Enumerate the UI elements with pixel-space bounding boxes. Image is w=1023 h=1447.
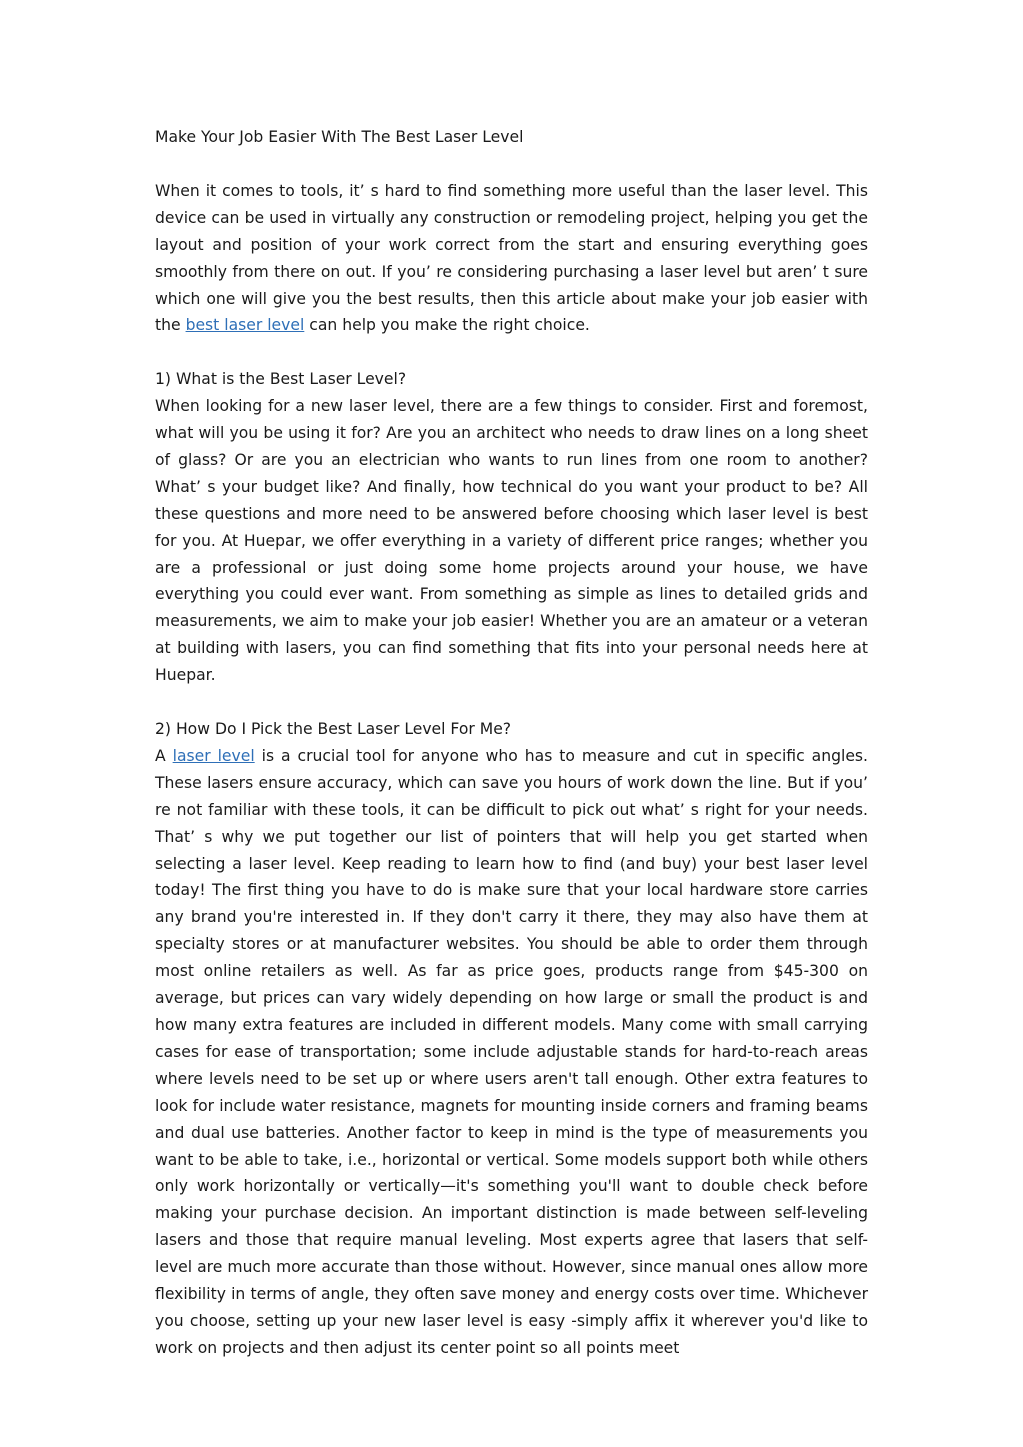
section-1-heading: 1) What is the Best Laser Level?	[155, 370, 407, 389]
intro-text-after-link: can help you make the right choice.	[304, 316, 590, 335]
paragraph-spacer	[155, 339, 868, 366]
section-2-heading: 2) How Do I Pick the Best Laser Level For Me?	[155, 720, 512, 738]
section-2-text-before-link: A	[155, 746, 173, 765]
laser-level-link[interactable]: laser level	[172, 746, 255, 765]
section-2-text-after-link: is a crucial tool for anyone who has to measure and cut in specific angles. These lasers ensure accuracy, which can save you hours of work down the line. But if you’ re not familiar with these tools, it can be difficult to pick out what’ s right for your needs. That’ s why we put together our list of pointers that will help you get started when selecting a laser level. Keep reading to learn how to find (and buy) your best laser level today! The first thing you have to do is make sure that your local hardware store carries any brand you're interested in. If they don't carry it there, they may also have them at specialty stores or at manufacturer websites. You should be able to order them through most online retailers as well. As far as price goes, products range from $45-300 on average, but prices can vary widely depending on how large or small the product is and how many extra features are included in different models. Many come with small carrying cases for ease of transportation; some include adjustable stands for hard-to-reach areas where levels need to be set up or where users aren't tall enough. Other extra features to look for include water resistance, magnets for mounting inside corners and framing beams and dual use batteries. Another factor to keep in mind is the type of measurements you want to be able to take, i.e., horizontal or vertical. Some models support both while others only work horizontally or vertically—it's something you'll want to double check before making your purchase decision. An important distinction is made between self-leveling lasers and those that require manual leveling. Most experts agree that lasers that self-level are much more accurate than those without. However, since manual ones allow more flexibility in terms of angle, they often save money and energy costs over time. Whichever you choose, setting up your new laser level is easy -simply affix it wherever you'd like to work on projects and then adjust its center point so all points meet	[155, 746, 868, 1357]
intro-text-before-link: When it comes to tools, it’ s hard to find something more useful than the laser level. This device can be used in virtually any construction or remodeling project, helping you get the layout and position of your work correct from the start and ensuring everything goes smoothly from there on out. If you’ re considering purchasing a laser level but aren’ t sure which one will give you the best results, then this article about make your job easier with the	[155, 181, 868, 335]
document-title: Make Your Job Easier With The Best Laser Level	[155, 128, 524, 146]
intro-paragraph	[155, 178, 868, 339]
best-laser-level-link[interactable]: best laser level	[185, 316, 305, 335]
section-2-body	[155, 743, 868, 1362]
section-1-body: When looking for a new laser level, there are a few things to consider. First and foremost, what will you be using it for? Are you an architect who needs to draw lines on a long sheet of glass? Or are you an electrician who wants to run lines from one room to another? What’ s your budget like? And finally, how technical do you want your product to be? All these questions and more need to be answered before choosing which laser level is best for you. At Huepar, we offer everything in a variety of different price ranges; whether you are a professional or just doing some home projects around your house, we have everything you could ever want. From something as simple as lines to detailed grids and measurements, we aim to make your job easier! Whether you are an amateur or a veteran at building with lasers, you can find something that fits into your personal needs here at Huepar.	[155, 397, 868, 685]
paragraph-spacer	[155, 689, 868, 716]
document-page	[155, 124, 868, 1362]
